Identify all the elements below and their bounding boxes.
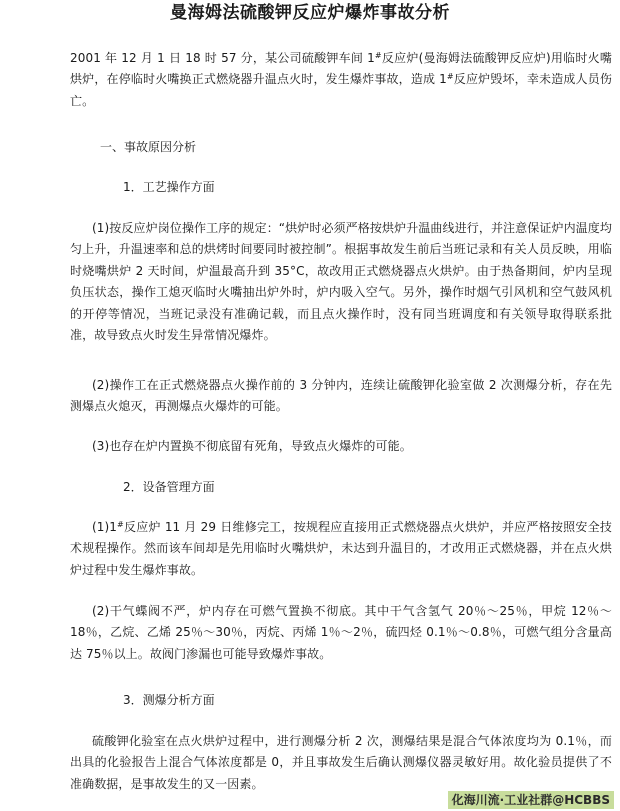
paragraph-2-2: (2)干气蝶阀不严，炉内存在可燃气置换不彻底。其中干气含氢气 20％～25％，甲烷 12％～18％，乙烷、乙烯 25％～30％，丙烷、丙烯 1％～2％，硫四烃 0.1％～0.8％，可燃气组分含量高达 75％以上。故阀门渗漏也可能导致爆炸事故。 (70, 604, 612, 661)
page-title: 曼海姆法硫酸钾反应炉爆炸事故分析 (170, 3, 450, 23)
intro-sup-1: # (374, 51, 382, 60)
paragraph-1-1: (1)按反应炉岗位操作工序的规定：“烘炉时必须严格按烘炉升温曲线进行，并注意保证炉内温度均匀上升，升温速率和总的烘烤时间要同时被控制”。根据事故发生前后当班记录和有关人员反映，用临时烧嘴烘炉 2 天时间，炉温最高升到 35°C，故改用正式燃烧器点火烘炉。由于热备期间，炉内呈现负压状态，操作工熄灭临时火嘴抽出炉外时，炉内吸入空气。另外，操作时烟气引风机和空气鼓风机的开停等情况，当班记录没有准确记载，而且点火操作时，没有同当班调度和有关领导取得联系批准，故导致点火时发生异常情况爆炸。 (70, 221, 612, 343)
subsection-heading-2: 2．设备管理方面 (123, 480, 215, 494)
intro-text-before: 2001 年 12 月 1 日 18 时 57 分，某公司硫酸钾车间 1 (70, 51, 375, 65)
paragraph-2-1 (70, 517, 612, 581)
intro-paragraph (70, 48, 612, 112)
intro-sup-2: # (446, 72, 454, 82)
p21-prefix: (1)1 (92, 520, 118, 534)
paragraph-1-2: (2)操作工在正式燃烧器点火操作前的 3 分钟内，连续让硫酸钾化验室做 2 次测爆分析，存在先测爆点火熄灭，再测爆点火爆炸的可能。 (70, 378, 612, 414)
section-heading: 一、事故原因分析 (100, 140, 197, 154)
p21-sup: # (117, 520, 124, 529)
subsection-heading-1: 1．工艺操作方面 (123, 180, 215, 194)
subsection-heading-3: 3．测爆分析方面 (123, 693, 215, 707)
intro-text-after: 反应炉毁坏，幸未造成人员伤亡。 (70, 72, 612, 108)
paragraph-3-1: 硫酸钾化验室在点火烘炉过程中，进行测爆分析 2 次，测爆结果是混合气体浓度均为 0.1％，而出具的化验报告上混合气体浓度都是 0，并且事故发生后确认测爆仪器灵敏好用。故化验员提供了不准确数据，是事故发生的又一因素。 (70, 734, 612, 791)
intro-text-middle: 反应炉(曼海姆法硫酸钾反应炉)用临时火嘴烘炉，在停临时火嘴换正式燃烧器升温点火时，发生爆炸事故，造成 1 (70, 51, 612, 87)
p21-rest: 反应炉 11 月 29 日维修完工，按规程应直接用正式燃烧器点火烘炉，并应严格按照安全技术规程操作。然而该车间却是先用临时火嘴烘炉，未达到升温目的，才改用正式燃烧器，并在点火烘炉过程中发生爆炸事故。 (70, 520, 612, 577)
paragraph-1-3: (3)也存在炉内置换不彻底留有死角，导致点火爆炸的可能。 (92, 439, 412, 453)
watermark-label: 化海川流·工业社群@HCBBS (448, 791, 614, 809)
